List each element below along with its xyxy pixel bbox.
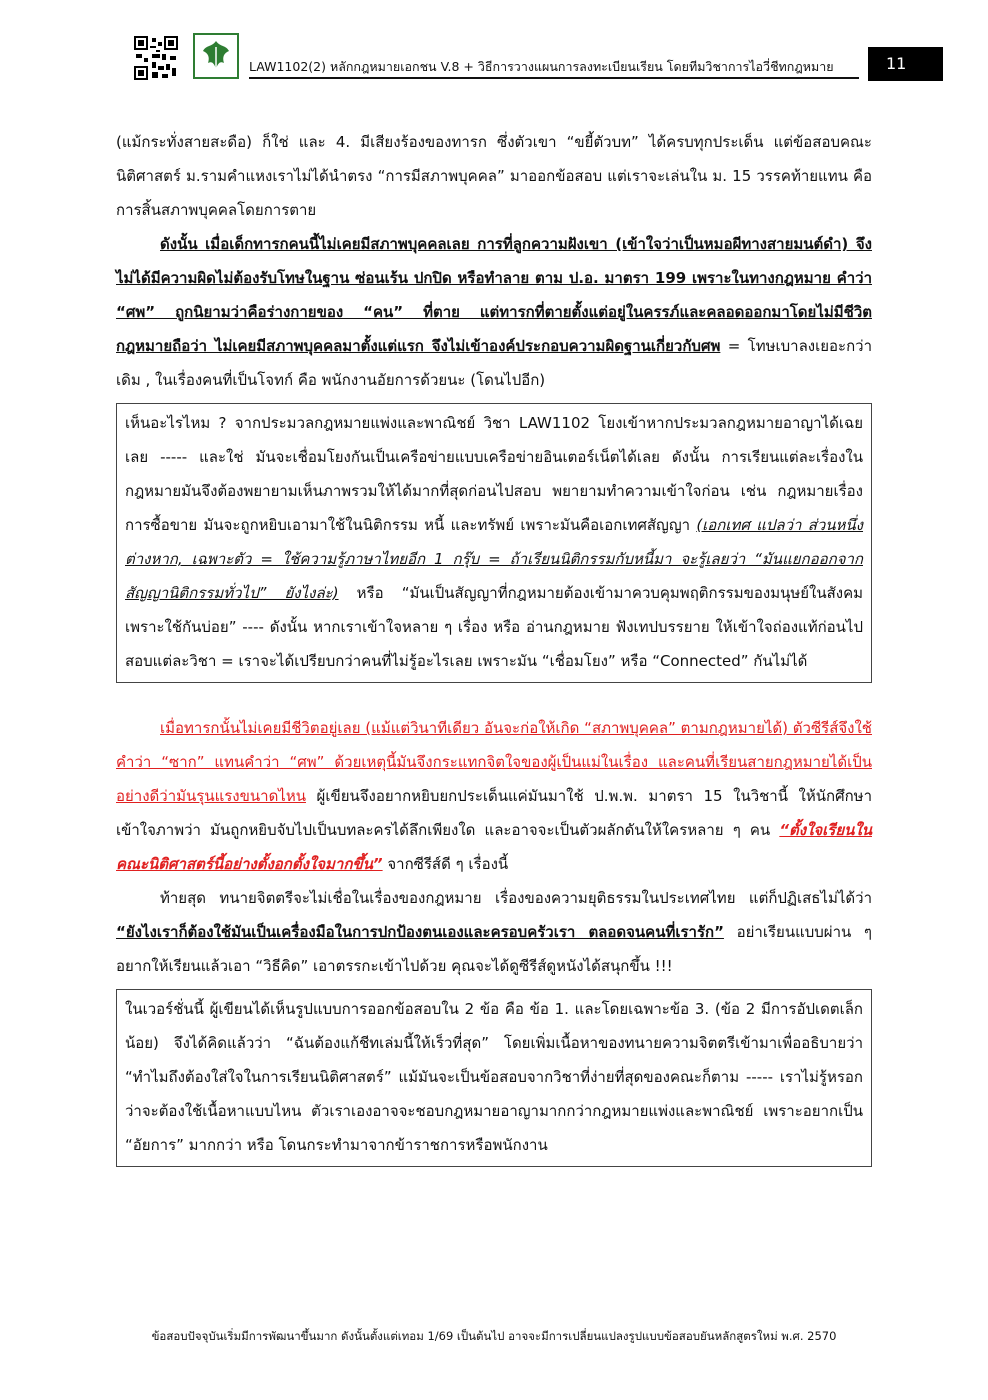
qr-code-icon <box>134 36 178 80</box>
note-box-1-text <box>125 406 863 678</box>
page-footer: ข้อสอบปัจจุบันเริ่มมีการพัฒนาขึ้นมาก ดังนั้นตั้งแต่เทอม 1/69 เป็นต้นไป อาจจะมีการเปลี่ยนแปลงรูปแบบข้อสอบยันหลักสูตรใหม่ พ.ศ. 2570 <box>151 1329 837 1343</box>
leaf-logo-icon <box>193 33 239 79</box>
paragraph-3-red: เมื่อทารกนั้นไม่เคยมีชีวิตอยู่เลย (แม้แต่วินาทีเดียว อันจะก่อให้เกิด “สภาพบุคคล” ตามกฎหมายได้) ตัวซีรีส์จึงใช้คำว่า “ซาก” แทนคำว่า “ศพ” ด้วยเหตุนี้มันจึงกระแทกจิตใจของผู้เป็นแม่ในเรื่อง และคนที่เรียนสายกฎหมายได้เป็นอย่างดีว่ามันรุนแรงขนาดไหน <box>116 719 872 805</box>
page-header <box>0 0 988 100</box>
paragraph-3-emphasis: “ตั้งใจเรียนในคณะนิติศาสตร์นี้อย่างตั้งอกตั้งใจมากขึ้น” <box>116 821 872 873</box>
note-box-1 <box>116 403 872 683</box>
paragraph-3 <box>116 711 872 881</box>
page-number: 11 <box>868 47 943 81</box>
main-content <box>116 125 872 1173</box>
paragraph-2-rest: = โทษเบาลงเยอะกว่าเดิม , ในเรื่องคนที่เป็นโจทก์ คือ พนักงานอัยการด้วยนะ (โดนไปอีก) <box>116 337 873 389</box>
paragraph-4-part-b: อย่าเรียนแบบผ่าน ๆ อยากให้เรียนแล้วเอา “วิธีคิด” เอาตรรกะเข้าไปด้วย คุณจะได้ดูซีรีส์ดูหนังได้สนุกขึ้น !!! <box>116 923 872 975</box>
header-divider <box>249 77 859 79</box>
paragraph-3-part-a: ผู้เขียนจึงอยากหยิบยกประเด็นแค่มันมาใช้ ป.พ.พ. มาตรา 15 ในวิชานี้ ให้นักศึกษาเข้าใจภาพว่า มันถูกหยิบจับไปเป็นบทละครได้ลึกเพียงใด และอาจจะเป็นตัวผลักดันให้ใครหลาย ๆ คน <box>116 787 872 839</box>
note-box-1-italic: (เอกเทศ แปลว่า ส่วนหนึ่งต่างหาก, เฉพาะตัว = ใช้ความรู้ภาษาไทยอีก 1 กรุ๊บ = ถ้าเรียนนิติกรรมกับหนี้มา จะรู้เลยว่า “มันแยกออกจากสัญญานิติกรรมทั่วไป” ยังไงล่ะ) <box>125 516 864 602</box>
paragraph-2 <box>116 227 872 397</box>
paragraph-4 <box>116 881 872 983</box>
paragraph-4-part-a: ท้ายสุด ทนายจิตตรีจะไม่เชื่อในเรื่องของกฎหมาย เรื่องของความยุติธรรมในประเทศไทย แต่ก็ปฏิเสธไม่ได้ว่า <box>160 889 872 907</box>
note-box-2-text: ในเวอร์ชั่นนี้ ผู้เขียนได้เห็นรูปแบบการออกข้อสอบใน 2 ข้อ คือ ข้อ 1. และโดยเฉพาะข้อ 3. (ข้อ 2 มีการอัปเดตเล็กน้อย) จึงได้คิดแล้วว่า “ฉันต้องแก้ชีทเล่มนี้ให้เร็วที่สุด” โดยเพิ่มเนื้อหาของทนายความจิตตรีเข้ามาเพื่ออธิบายว่า “ทำไมถึงต้องใส่ใจในการเรียนนิติศาสตร์” แม้มันจะเป็นข้อสอบจากวิชาที่ง่ายที่สุดของคณะก็ตาม ----- เราไม่รู้หรอกว่าจะต้องใช้เนื้อหาแบบไหน ตัวเราเองอาจจะชอบกฎหมายอาญามากกว่ากฎหมายแพ่งและพาณิชย์ เพราะอยากเป็น “อัยการ” มากกว่า หรือ โดนกระทำมาจากข้าราชการหรือพนักงาน <box>125 1000 863 1154</box>
paragraph-4-bold: “ยังไงเราก็ต้องใช้มันเป็นเครื่องมือในการปกป้องตนเองและครอบครัวเรา ตลอดจนคนที่เรารัก” <box>116 923 724 941</box>
note-box-1-part-a: เห็นอะไรไหม ? จากประมวลกฎหมายแพ่งและพาณิชย์ วิชา LAW1102 โยงเข้าหากประมวลกฎหมายอาญาได้เฉยเลย ----- และใช่ มันจะเชื่อมโยงกันเป็นเครือข่ายแบบเครือข่ายอินเตอร์เน็ตได้เลย ดังนั้น การเรียนแต่ละเรื่องในกฎหมายมันจึงต้องพยายามเห็นภาพรวมให้ได้มากที่สุดก่อนไปสอบ พยายามทำความเข้าใจก่อน เช่น กฎหมายเรื่องการซื้อขาย มันจะถูกหยิบเอามาใช้ในนิติกรรม หนี้ และทรัพย์ เพราะมันคือเอกเทศสัญญา <box>125 414 863 534</box>
note-box-2 <box>116 989 872 1167</box>
header-title: LAW1102(2) หลักกฎหมายเอกชน V.8 + วิธีการวางแผนการลงทะเบียนเรียน โดยทีมวิชาการไอวี่ชีทกฎหมาย <box>249 59 834 74</box>
paragraph-3-part-b: จากซีรีส์ดี ๆ เรื่องนี้ <box>382 855 509 873</box>
note-box-1-part-b: หรือ “มันเป็นสัญญาที่กฎหมายต้องเข้ามาควบคุมพฤติกรรมของมนุษย์ในสังคม เพราะใช้กันบ่อย” ---- ดังนั้น หากเราเข้าใจหลาย ๆ เรื่อง หรือ อ่านกฎหมาย ฟังเทปบรรยาย ให้เข้าใจถ่องแท้ก่อนไปสอบแต่ละวิชา = เราจะได้เปรียบกว่าคนที่ไม่รู้อะไรเลย เพราะมัน “เชื่อมโยง” หรือ “Connected” กันไม่ได้ <box>125 584 863 670</box>
paragraph-2-bold: ดังนั้น เมื่อเด็กทารกคนนี้ไม่เคยมีสภาพบุคคลเลย การที่ลูกความฝังเขา (เข้าใจว่าเป็นหมอผีทางสายมนต์ดำ) จึงไม่ได้มีความผิดไม่ต้องรับโทษในฐาน ซ่อนเร้น ปกปิด หรือทำลาย ตาม ป.อ. มาตรา 199 เพราะในทางกฎหมาย คำว่า “ศพ” ถูกนิยามว่าคือร่างกายของ “คน” ที่ตาย แต่ทารกที่ตายตั้งแต่อยู่ในครรภ์และคลอดออกมาโดยไม่มีชีวิต กฎหมายถือว่า ไม่เคยมีสภาพบุคคลมาตั้งแต่แรก จึงไม่เข้าองค์ประกอบความผิดฐานเกี่ยวกับศพ <box>116 235 872 355</box>
paragraph-1: (แม้กระทั่งสายสะดือ) ก็ใช่ และ 4. มีเสียงร้องของทารก ซึ่งตัวเขา “ขยี้ตัวบท” ได้ครบทุกประเด็น แต่ข้อสอบคณะนิติศาสตร์ ม.รามคำแหงเราไม่ได้นำตรง “การมีสภาพบุคคล” มาออกข้อสอบ แต่เราจะเล่นใน ม. 15 วรรคท้ายแทน คือ การสิ้นสภาพบุคคลโดยการตาย <box>116 133 872 219</box>
